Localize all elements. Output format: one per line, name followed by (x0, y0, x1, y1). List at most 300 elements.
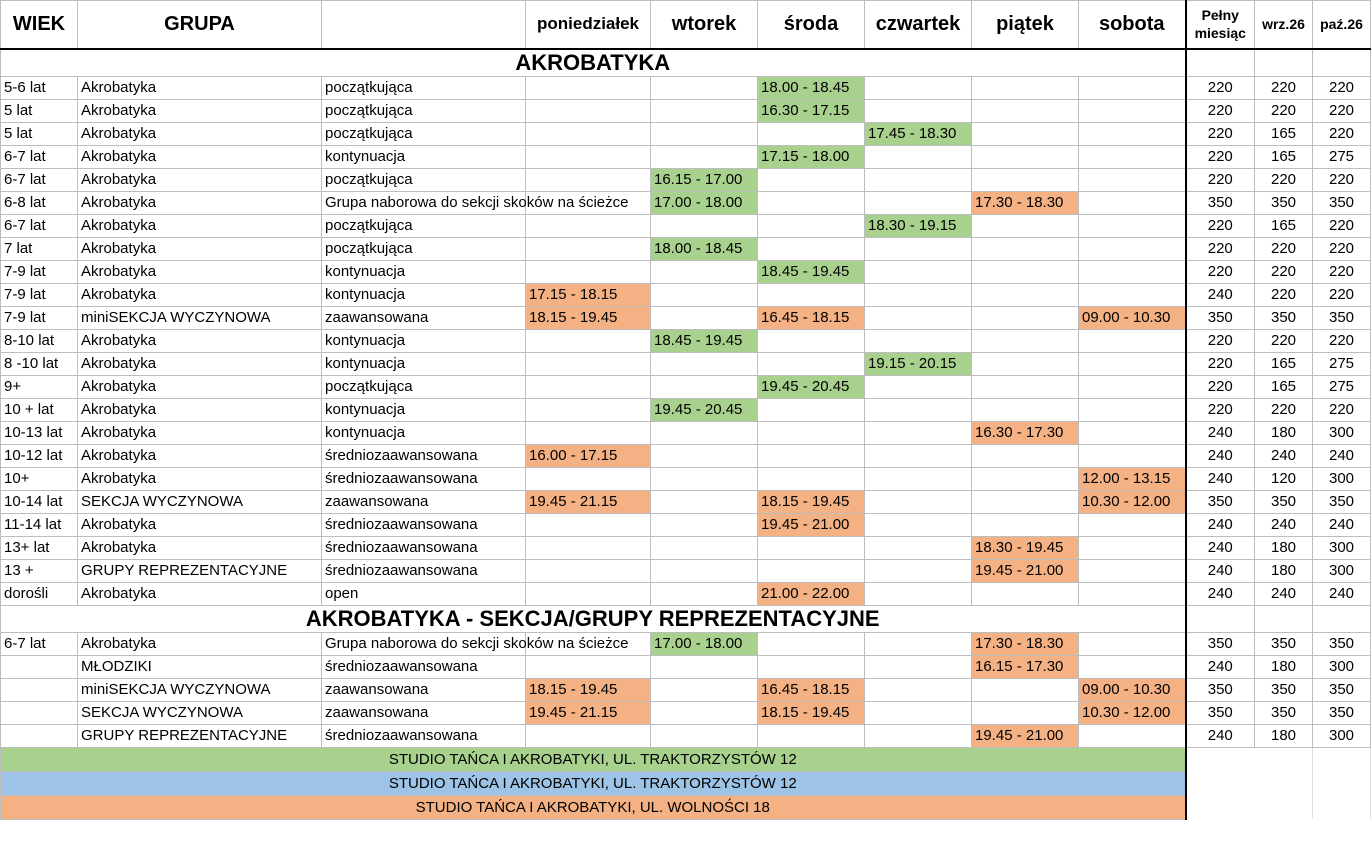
cell-price-paz: 350 (1313, 490, 1371, 513)
cell-price-full: 240 (1186, 724, 1255, 747)
cell-price-full: 240 (1186, 283, 1255, 306)
schedule-body (1, 49, 1371, 820)
header-day-tuesday: wtorek (651, 1, 758, 49)
cell-time-wednesday: 16.45 - 18.15 (758, 678, 865, 701)
cell-time-tuesday: 17.00 - 18.00 (651, 191, 758, 214)
cell-price-wrz: 165 (1255, 375, 1313, 398)
cell-level: kontynuacja (322, 398, 526, 421)
cell-price-full: 220 (1186, 398, 1255, 421)
cell-time-saturday: 09.00 - 10.30 (1079, 678, 1186, 701)
cell-empty-monday (526, 214, 651, 237)
cell-empty-friday (972, 352, 1079, 375)
cell-empty-thursday (865, 168, 972, 191)
cell-empty-thursday (865, 283, 972, 306)
section-header-row (1, 49, 1371, 77)
cell-empty-thursday (865, 329, 972, 352)
cell-group: Akrobatyka (78, 632, 322, 655)
cell-price-paz: 300 (1313, 421, 1371, 444)
cell-empty-tuesday (651, 513, 758, 536)
cell-time-wednesday: 18.00 - 18.45 (758, 76, 865, 99)
header-wrz: wrz.26 (1255, 1, 1313, 49)
table-row (1, 329, 1371, 352)
cell-time-monday: 19.45 - 21.15 (526, 490, 651, 513)
cell-time-wednesday: 16.45 - 18.15 (758, 306, 865, 329)
cell-age: 6-8 lat (1, 191, 78, 214)
cell-group: Akrobatyka (78, 582, 322, 605)
cell-empty-tuesday (651, 214, 758, 237)
cell-group: Akrobatyka (78, 168, 322, 191)
cell-price-full: 240 (1186, 421, 1255, 444)
cell-group: Akrobatyka (78, 536, 322, 559)
cell-price-full: 350 (1186, 490, 1255, 513)
cell-empty-monday (526, 536, 651, 559)
cell-age: 7 lat (1, 237, 78, 260)
cell-empty-tuesday (651, 122, 758, 145)
cell-price-paz: 220 (1313, 283, 1371, 306)
cell-price-full: 240 (1186, 513, 1255, 536)
cell-price-full: 220 (1186, 329, 1255, 352)
cell-price-wrz: 165 (1255, 352, 1313, 375)
cell-empty-wednesday (758, 352, 865, 375)
cell-empty-thursday (865, 632, 972, 655)
cell-empty-friday (972, 513, 1079, 536)
table-row (1, 237, 1371, 260)
legend-empty-cell (1255, 795, 1313, 819)
cell-empty-wednesday (758, 655, 865, 678)
cell-empty-thursday (865, 467, 972, 490)
cell-empty-tuesday (651, 582, 758, 605)
legend-row (1, 771, 1371, 795)
cell-empty-wednesday (758, 559, 865, 582)
cell-level: początkująca (322, 375, 526, 398)
cell-time-friday: 19.45 - 21.00 (972, 559, 1079, 582)
section-header-row (1, 605, 1371, 632)
cell-price-paz: 300 (1313, 467, 1371, 490)
cell-empty-saturday (1079, 99, 1186, 122)
cell-empty-thursday (865, 237, 972, 260)
cell-time-monday: 18.15 - 19.45 (526, 306, 651, 329)
cell-price-full: 240 (1186, 655, 1255, 678)
cell-price-wrz: 180 (1255, 421, 1313, 444)
cell-empty-monday (526, 375, 651, 398)
cell-empty-saturday (1079, 122, 1186, 145)
cell-empty-tuesday (651, 99, 758, 122)
cell-group: miniSEKCJA WYCZYNOWA (78, 678, 322, 701)
table-row (1, 145, 1371, 168)
cell-group: Akrobatyka (78, 145, 322, 168)
table-row (1, 582, 1371, 605)
cell-empty-wednesday (758, 536, 865, 559)
cell-group: Akrobatyka (78, 421, 322, 444)
legend-row (1, 747, 1371, 771)
cell-age: 7-9 lat (1, 260, 78, 283)
cell-empty-wednesday (758, 329, 865, 352)
cell-group: Akrobatyka (78, 513, 322, 536)
cell-price-full: 220 (1186, 352, 1255, 375)
cell-price-wrz: 165 (1255, 214, 1313, 237)
cell-empty-saturday (1079, 559, 1186, 582)
cell-price-wrz: 350 (1255, 632, 1313, 655)
legend-row (1, 795, 1371, 819)
cell-group: miniSEKCJA WYCZYNOWA (78, 306, 322, 329)
cell-price-wrz: 180 (1255, 655, 1313, 678)
cell-time-monday: 18.15 - 19.45 (526, 678, 651, 701)
cell-empty-friday (972, 122, 1079, 145)
cell-group: GRUPY REPREZENTACYJNE (78, 559, 322, 582)
cell-empty-thursday (865, 421, 972, 444)
legend-empty-cell (1313, 771, 1371, 795)
cell-empty-friday (972, 467, 1079, 490)
cell-time-monday: 19.45 - 21.15 (526, 701, 651, 724)
cell-empty-friday (972, 76, 1079, 99)
table-row (1, 701, 1371, 724)
cell-time-monday: 16.00 - 17.15 (526, 444, 651, 467)
table-row (1, 306, 1371, 329)
cell-price-full: 220 (1186, 260, 1255, 283)
cell-empty-saturday (1079, 724, 1186, 747)
cell-price-wrz: 180 (1255, 724, 1313, 747)
header-full-month-line2: miesiąc (1194, 25, 1246, 42)
header-paz: paź.26 (1313, 1, 1371, 49)
cell-empty-tuesday (651, 306, 758, 329)
cell-age: 8 -10 lat (1, 352, 78, 375)
cell-price-paz: 350 (1313, 701, 1371, 724)
legend-empty-cell (1186, 795, 1255, 819)
table-row (1, 375, 1371, 398)
cell-price-full: 220 (1186, 122, 1255, 145)
cell-age: 10+ (1, 467, 78, 490)
legend-empty-cell (1186, 747, 1255, 771)
cell-empty-wednesday (758, 283, 865, 306)
cell-time-thursday: 17.45 - 18.30 (865, 122, 972, 145)
cell-price-full: 350 (1186, 701, 1255, 724)
cell-time-tuesday: 18.45 - 19.45 (651, 329, 758, 352)
cell-empty-tuesday (651, 559, 758, 582)
cell-group: GRUPY REPREZENTACYJNE (78, 724, 322, 747)
cell-price-full: 350 (1186, 306, 1255, 329)
table-row (1, 76, 1371, 99)
cell-level: Grupa naborowa do sekcji skoków na ścieżce (322, 632, 526, 655)
cell-empty-monday (526, 260, 651, 283)
cell-level: średniozaawansowana (322, 655, 526, 678)
cell-price-paz: 220 (1313, 260, 1371, 283)
cell-age (1, 678, 78, 701)
cell-empty-tuesday (651, 421, 758, 444)
cell-empty-tuesday (651, 724, 758, 747)
section-title: AKROBATYKA (1, 49, 1186, 77)
cell-age: 8-10 lat (1, 329, 78, 352)
cell-group: Akrobatyka (78, 444, 322, 467)
table-row (1, 99, 1371, 122)
cell-empty-thursday (865, 99, 972, 122)
cell-price-paz: 220 (1313, 329, 1371, 352)
cell-empty-thursday (865, 582, 972, 605)
cell-price-paz: 350 (1313, 306, 1371, 329)
cell-age: 9+ (1, 375, 78, 398)
cell-price-wrz: 220 (1255, 168, 1313, 191)
section-empty-cell (1313, 605, 1371, 632)
cell-level: początkująca (322, 237, 526, 260)
cell-empty-thursday (865, 536, 972, 559)
cell-price-full: 220 (1186, 99, 1255, 122)
cell-empty-saturday (1079, 352, 1186, 375)
cell-price-wrz: 350 (1255, 191, 1313, 214)
cell-empty-thursday (865, 76, 972, 99)
cell-price-wrz: 240 (1255, 444, 1313, 467)
cell-level: kontynuacja (322, 145, 526, 168)
cell-age: 6-7 lat (1, 632, 78, 655)
section-empty-cell (1255, 605, 1313, 632)
table-row (1, 678, 1371, 701)
cell-empty-wednesday (758, 237, 865, 260)
legend-blue-location: STUDIO TAŃCA I AKROBATYKI, UL. TRAKTORZYSTÓW 12 (1, 771, 1186, 795)
header-wiek: WIEK (1, 1, 78, 49)
cell-level: średniozaawansowana (322, 513, 526, 536)
cell-empty-thursday (865, 513, 972, 536)
cell-empty-thursday (865, 145, 972, 168)
section-empty-cell (1255, 49, 1313, 77)
cell-price-wrz: 220 (1255, 237, 1313, 260)
legend-empty-cell (1313, 795, 1371, 819)
cell-age (1, 724, 78, 747)
cell-level: początkująca (322, 122, 526, 145)
cell-price-wrz: 165 (1255, 122, 1313, 145)
cell-group: Akrobatyka (78, 76, 322, 99)
table-row (1, 214, 1371, 237)
cell-empty-saturday (1079, 632, 1186, 655)
cell-time-saturday: 10.30 - 12.00 (1079, 701, 1186, 724)
cell-empty-saturday (1079, 444, 1186, 467)
cell-empty-wednesday (758, 168, 865, 191)
cell-empty-saturday (1079, 168, 1186, 191)
cell-age (1, 655, 78, 678)
table-row (1, 490, 1371, 513)
cell-empty-tuesday (651, 375, 758, 398)
cell-empty-friday (972, 214, 1079, 237)
cell-level: początkująca (322, 99, 526, 122)
cell-empty-wednesday (758, 724, 865, 747)
cell-price-paz: 220 (1313, 76, 1371, 99)
cell-price-full: 240 (1186, 444, 1255, 467)
cell-empty-thursday (865, 444, 972, 467)
cell-group: Akrobatyka (78, 191, 322, 214)
cell-empty-thursday (865, 375, 972, 398)
cell-empty-saturday (1079, 421, 1186, 444)
header-row (1, 1, 1371, 49)
table-row (1, 444, 1371, 467)
cell-group: Akrobatyka (78, 260, 322, 283)
cell-time-saturday: 12.00 - 13.15 (1079, 467, 1186, 490)
cell-empty-wednesday (758, 214, 865, 237)
cell-price-wrz: 240 (1255, 513, 1313, 536)
cell-empty-tuesday (651, 352, 758, 375)
legend-green-location: STUDIO TAŃCA I AKROBATYKI, UL. TRAKTORZYSTÓW 12 (1, 747, 1186, 771)
cell-price-paz: 220 (1313, 122, 1371, 145)
table-row (1, 260, 1371, 283)
cell-time-wednesday: 16.30 - 17.15 (758, 99, 865, 122)
cell-time-friday: 16.30 - 17.30 (972, 421, 1079, 444)
cell-price-paz: 220 (1313, 214, 1371, 237)
cell-group: Akrobatyka (78, 352, 322, 375)
cell-price-paz: 240 (1313, 513, 1371, 536)
cell-price-wrz: 120 (1255, 467, 1313, 490)
cell-empty-monday (526, 655, 651, 678)
cell-group: Akrobatyka (78, 283, 322, 306)
cell-age: 6-7 lat (1, 214, 78, 237)
cell-empty-thursday (865, 701, 972, 724)
cell-price-wrz: 180 (1255, 559, 1313, 582)
cell-price-full: 220 (1186, 237, 1255, 260)
section-empty-cell (1313, 49, 1371, 77)
cell-price-wrz: 180 (1255, 536, 1313, 559)
cell-time-thursday: 18.30 - 19.15 (865, 214, 972, 237)
cell-age: 6-7 lat (1, 145, 78, 168)
cell-level: zaawansowana (322, 701, 526, 724)
header-full-month-line1: Pełny (1201, 7, 1239, 24)
cell-price-full: 240 (1186, 582, 1255, 605)
cell-empty-saturday (1079, 513, 1186, 536)
cell-empty-tuesday (651, 145, 758, 168)
table-row (1, 724, 1371, 747)
cell-empty-tuesday (651, 655, 758, 678)
cell-empty-thursday (865, 306, 972, 329)
cell-price-wrz: 220 (1255, 398, 1313, 421)
cell-level: początkująca (322, 76, 526, 99)
section-empty-cell (1186, 605, 1255, 632)
cell-empty-tuesday (651, 467, 758, 490)
cell-empty-tuesday (651, 536, 758, 559)
cell-price-paz: 275 (1313, 352, 1371, 375)
cell-price-wrz: 220 (1255, 283, 1313, 306)
cell-time-friday: 16.15 - 17.30 (972, 655, 1079, 678)
cell-empty-saturday (1079, 398, 1186, 421)
cell-time-saturday: 10.30 - 12.00 (1079, 490, 1186, 513)
header-day-friday: piątek (972, 1, 1079, 49)
cell-price-wrz: 240 (1255, 582, 1313, 605)
cell-empty-monday (526, 237, 651, 260)
header-level (322, 1, 526, 49)
cell-empty-friday (972, 678, 1079, 701)
header-full-month (1186, 1, 1255, 49)
cell-empty-thursday (865, 260, 972, 283)
cell-empty-thursday (865, 191, 972, 214)
legend-empty-cell (1313, 747, 1371, 771)
cell-level: średniozaawansowana (322, 467, 526, 490)
cell-price-paz: 350 (1313, 632, 1371, 655)
table-row (1, 536, 1371, 559)
cell-time-tuesday: 16.15 - 17.00 (651, 168, 758, 191)
cell-level: kontynuacja (322, 421, 526, 444)
cell-empty-wednesday (758, 421, 865, 444)
cell-group: MŁODZIKI (78, 655, 322, 678)
cell-empty-monday (526, 145, 651, 168)
cell-empty-saturday (1079, 76, 1186, 99)
header-day-saturday: sobota (1079, 1, 1186, 49)
cell-empty-monday (526, 76, 651, 99)
cell-empty-monday (526, 513, 651, 536)
cell-time-friday: 18.30 - 19.45 (972, 536, 1079, 559)
cell-price-paz: 275 (1313, 145, 1371, 168)
cell-price-full: 240 (1186, 467, 1255, 490)
cell-age: 10-14 lat (1, 490, 78, 513)
cell-age: 11-14 lat (1, 513, 78, 536)
legend-empty-cell (1186, 771, 1255, 795)
cell-group: Akrobatyka (78, 398, 322, 421)
cell-empty-friday (972, 99, 1079, 122)
cell-group: Akrobatyka (78, 122, 322, 145)
cell-level: średniozaawansowana (322, 444, 526, 467)
cell-empty-saturday (1079, 283, 1186, 306)
cell-empty-friday (972, 329, 1079, 352)
cell-time-monday: 17.15 - 18.15 (526, 283, 651, 306)
cell-age: 13+ lat (1, 536, 78, 559)
header-day-monday: poniedziałek (526, 1, 651, 49)
cell-empty-thursday (865, 559, 972, 582)
cell-price-paz: 220 (1313, 99, 1371, 122)
cell-empty-tuesday (651, 260, 758, 283)
table-row (1, 559, 1371, 582)
cell-price-wrz: 165 (1255, 145, 1313, 168)
cell-empty-friday (972, 582, 1079, 605)
header-day-thursday: czwartek (865, 1, 972, 49)
cell-group: Akrobatyka (78, 214, 322, 237)
cell-empty-tuesday (651, 701, 758, 724)
cell-empty-saturday (1079, 582, 1186, 605)
cell-age: 7-9 lat (1, 306, 78, 329)
cell-empty-friday (972, 260, 1079, 283)
cell-empty-tuesday (651, 76, 758, 99)
cell-price-full: 220 (1186, 145, 1255, 168)
cell-price-paz: 220 (1313, 168, 1371, 191)
cell-empty-thursday (865, 490, 972, 513)
cell-empty-monday (526, 724, 651, 747)
cell-price-full: 350 (1186, 678, 1255, 701)
cell-price-wrz: 220 (1255, 260, 1313, 283)
table-row (1, 352, 1371, 375)
cell-price-paz: 350 (1313, 191, 1371, 214)
table-row (1, 421, 1371, 444)
cell-age: 5-6 lat (1, 76, 78, 99)
header-day-wednesday: środa (758, 1, 865, 49)
cell-price-full: 350 (1186, 191, 1255, 214)
cell-level: kontynuacja (322, 283, 526, 306)
cell-level: Grupa naborowa do sekcji skoków na ścieżce (322, 191, 526, 214)
cell-empty-thursday (865, 655, 972, 678)
cell-age (1, 701, 78, 724)
cell-empty-wednesday (758, 122, 865, 145)
cell-empty-friday (972, 375, 1079, 398)
cell-empty-tuesday (651, 678, 758, 701)
cell-empty-friday (972, 701, 1079, 724)
cell-age: 7-9 lat (1, 283, 78, 306)
cell-age: 13 + (1, 559, 78, 582)
cell-time-tuesday: 19.45 - 20.45 (651, 398, 758, 421)
cell-time-wednesday: 21.00 - 22.00 (758, 582, 865, 605)
cell-price-wrz: 350 (1255, 490, 1313, 513)
cell-group: SEKCJA WYCZYNOWA (78, 701, 322, 724)
cell-price-wrz: 350 (1255, 306, 1313, 329)
cell-price-paz: 240 (1313, 582, 1371, 605)
cell-empty-friday (972, 168, 1079, 191)
cell-empty-wednesday (758, 444, 865, 467)
cell-price-wrz: 220 (1255, 329, 1313, 352)
cell-age: 5 lat (1, 99, 78, 122)
cell-price-paz: 220 (1313, 398, 1371, 421)
cell-empty-friday (972, 283, 1079, 306)
cell-empty-friday (972, 490, 1079, 513)
cell-empty-saturday (1079, 260, 1186, 283)
cell-empty-wednesday (758, 632, 865, 655)
